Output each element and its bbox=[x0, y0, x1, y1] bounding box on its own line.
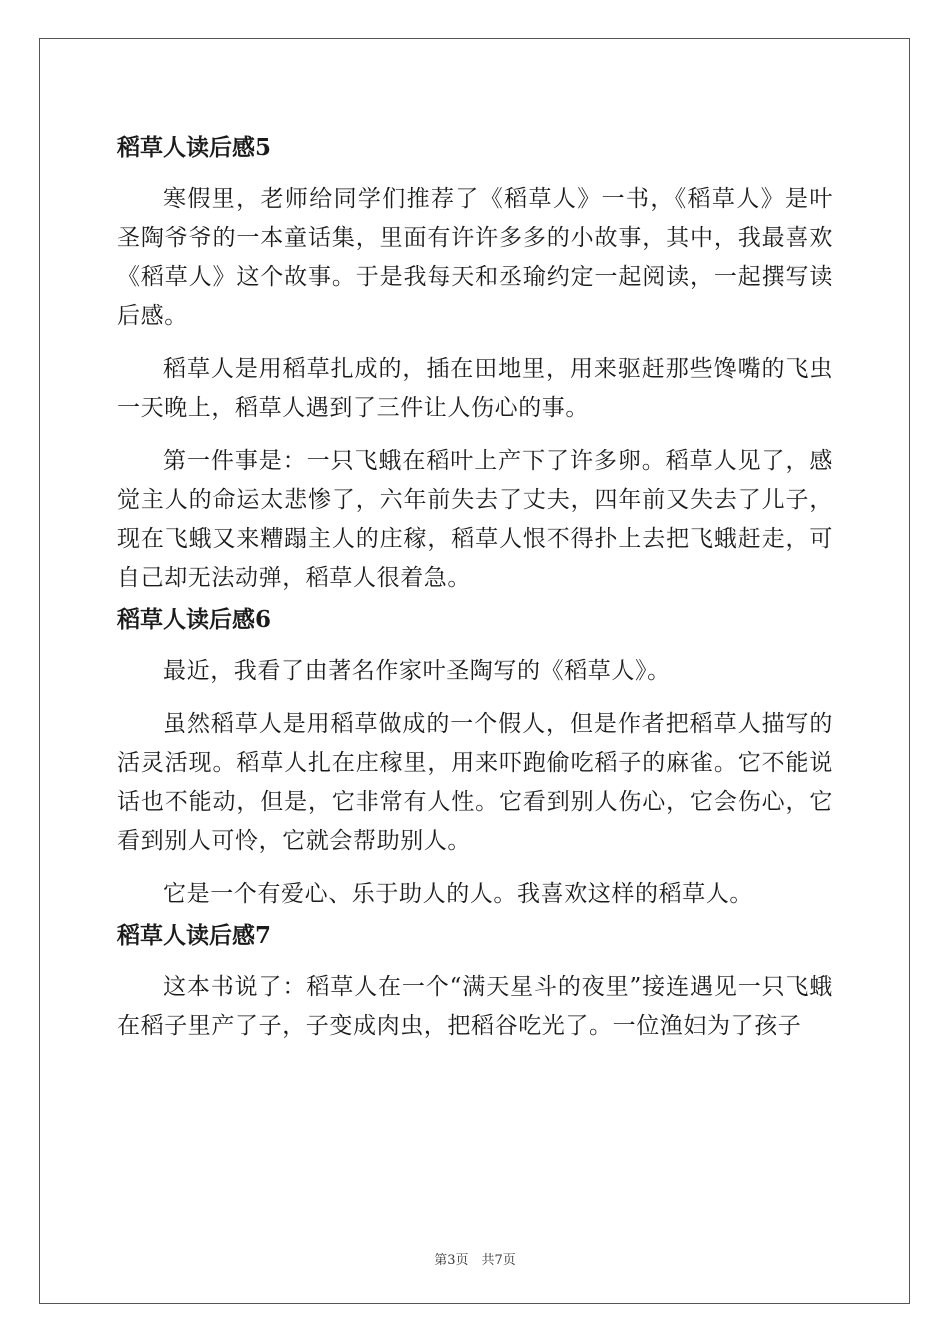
section-7 bbox=[117, 918, 833, 1046]
paragraph: 寒假里，老师给同学们推荐了《稻草人》一书，《稻草人》是叶圣陶爷爷的一本童话集，里面有许许多多的小故事，其中，我最喜欢《稻草人》这个故事。于是我每天和丞瑜约定一起阅读，一起撰写读后感。 bbox=[117, 186, 833, 329]
section-heading: 稻草人读后感6 bbox=[117, 606, 272, 633]
paragraph: 稻草人是用稻草扎成的，插在田地里，用来驱赶那些馋嘴的飞虫一天晚上，稻草人遇到了三件让人伤心的事。 bbox=[117, 356, 833, 421]
paragraph: 虽然稻草人是用稻草做成的一个假人，但是作者把稻草人描写的活灵活现。稻草人扎在庄稼里，用来吓跑偷吃稻子的麻雀。它不能说话也不能动，但是，它非常有人性。它看到别人伤心，它会伤心，它看到别人可怜，它就会帮助别人。 bbox=[117, 711, 833, 854]
section-heading: 稻草人读后感7 bbox=[117, 922, 272, 949]
paragraph: 第一件事是：一只飞蛾在稻叶上产下了许多卵。稻草人见了，感觉主人的命运太悲惨了，六年前失去了丈夫，四年前又失去了儿子，现在飞蛾又来糟蹋主人的庄稼，稻草人恨不得扑上去把飞蛾赶走，可自己却无法动弹，稻草人很着急。 bbox=[117, 448, 833, 591]
paragraph: 最近，我看了由著名作家叶圣陶写的《稻草人》。 bbox=[163, 658, 671, 684]
section-5 bbox=[117, 130, 833, 598]
document-body bbox=[117, 130, 833, 1046]
paragraph: 它是一个有爱心、乐于助人的人。我喜欢这样的稻草人。 bbox=[163, 881, 753, 907]
section-6 bbox=[117, 602, 833, 914]
paragraph: 这本书说了：稻草人在一个“满天星斗的夜里”接连遇见一只飞蛾在稻子里产了子，子变成肉虫，把稻谷吃光了。一位渔妇为了孩子 bbox=[117, 974, 833, 1039]
section-heading: 稻草人读后感5 bbox=[117, 134, 272, 161]
page-number-footer: 第3页 共7页 bbox=[434, 1253, 516, 1268]
